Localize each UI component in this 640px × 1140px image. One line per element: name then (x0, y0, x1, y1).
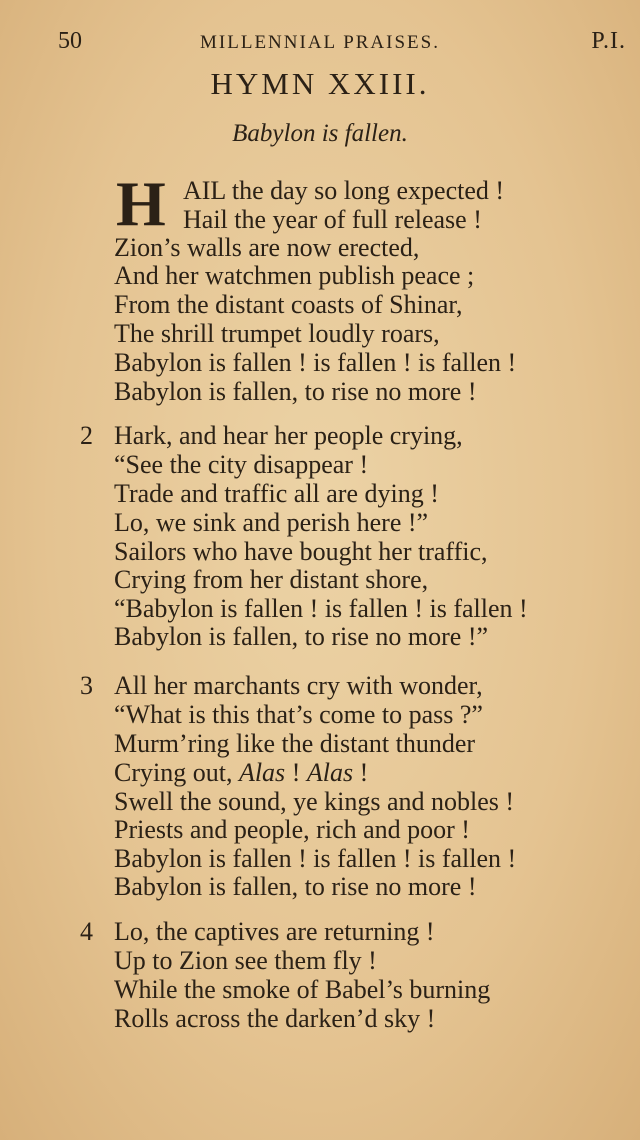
verse-line: “Babylon is fallen ! is fallen ! is fallen ! (114, 594, 528, 623)
verse-line: While the smoke of Babel’s burning (114, 975, 491, 1004)
verse-line: Rolls across the darken’d sky ! (114, 1004, 436, 1033)
verse-line: Crying from her distant shore, (114, 565, 429, 594)
alas-italic: Alas (238, 758, 286, 787)
drop-cap: H (116, 168, 166, 239)
alas-italic: Alas (306, 758, 354, 787)
verse-number: 2 (80, 421, 93, 450)
verse-line: AIL the day so long expected ! (183, 176, 505, 205)
verse-line: Up to Zion see them fly ! (114, 946, 377, 975)
verse-line: And her watchmen publish peace ; (114, 261, 475, 290)
verse-line: “What is this that’s come to pass ?” (114, 700, 483, 729)
verse-line: Priests and people, rich and poor ! (114, 815, 470, 844)
verse-line: Lo, we sink and perish here !” (114, 508, 429, 537)
verse-line: Murm’ring like the distant thunder (114, 729, 476, 758)
verse-line: Babylon is fallen, to rise no more ! (114, 377, 477, 406)
verse-line: Trade and traffic all are dying ! (114, 479, 439, 508)
verse-number: 4 (80, 917, 93, 946)
verse-line: Babylon is fallen, to rise no more ! (114, 872, 477, 901)
verse-line: “See the city disappear ! (114, 450, 369, 479)
verse-line: Babylon is fallen, to rise no more !” (114, 622, 489, 651)
alas-separator: ! (285, 758, 307, 787)
verse-line: From the distant coasts of Shinar, (114, 290, 463, 319)
hymn-subtitle: Babylon is fallen. (232, 120, 408, 147)
verse-line: Zion’s walls are now erected, (114, 233, 420, 262)
verse-line: Sailors who have bought her traffic, (114, 537, 488, 566)
verse-line: Babylon is fallen ! is fallen ! is fallen ! (114, 844, 517, 873)
verse-line-text: Crying out, (114, 758, 239, 787)
page-number: 50 (58, 28, 82, 54)
verse-line: Babylon is fallen ! is fallen ! is fallen ! (114, 348, 517, 377)
verse-line (114, 759, 368, 787)
verse-number: 3 (80, 671, 93, 700)
verse-line: Hail the year of full release ! (183, 205, 482, 234)
running-title: MILLENNIAL PRAISES. (200, 32, 440, 53)
verse-line: Lo, the captives are returning ! (114, 917, 435, 946)
part-mark: P.I. (591, 28, 626, 54)
verse-line: Hark, and hear her people crying, (114, 421, 463, 450)
alas-end: ! (353, 758, 369, 787)
verse-line: Swell the sound, ye kings and nobles ! (114, 787, 515, 816)
hymn-title: HYMN XXIII. (210, 66, 430, 101)
verse-line: The shrill trumpet loudly roars, (114, 319, 440, 348)
verse-line: All her marchants cry with wonder, (114, 671, 483, 700)
page-header (0, 28, 640, 58)
